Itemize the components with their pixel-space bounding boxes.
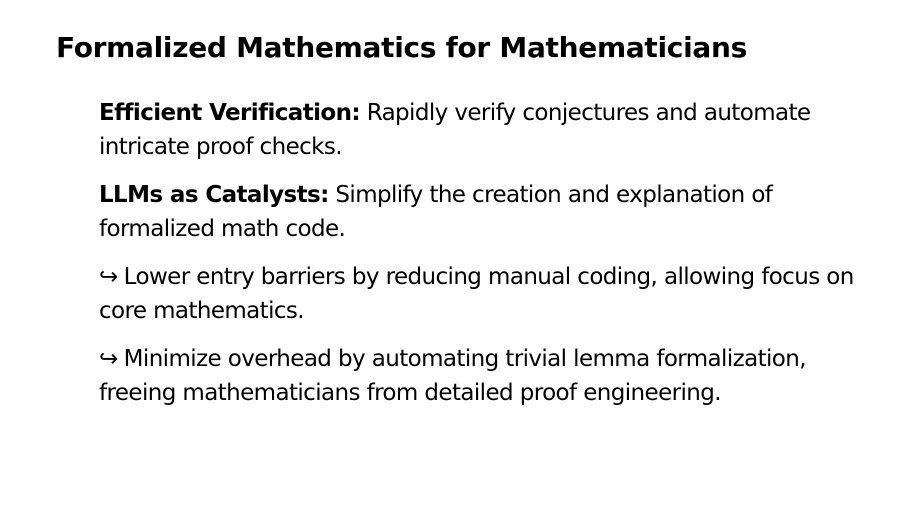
point-term: Efficient Verification: xyxy=(99,100,360,126)
subpoint-minimize-overhead xyxy=(99,342,879,410)
point-efficient-verification xyxy=(99,96,879,164)
point-text: Simplify the creation and explanation of formalized math code. xyxy=(99,182,773,242)
slide-content xyxy=(99,96,879,424)
point-text: Minimize overhead by automating trivial lemma formalization, freeing mathematicians from detailed proof engineering. xyxy=(99,346,806,406)
point-term: LLMs as Catalysts: xyxy=(99,182,329,208)
point-text: Lower entry barriers by reducing manual coding, allowing focus on core mathematics. xyxy=(99,264,854,324)
point-text: Rapidly verify conjectures and automate intricate proof checks. xyxy=(99,100,811,160)
hook-arrow-icon: ↪ xyxy=(99,346,118,372)
slide-title: Formalized Mathematics for Mathematicians xyxy=(56,31,747,64)
hook-arrow-icon: ↪ xyxy=(99,264,118,290)
subpoint-lower-entry-barriers xyxy=(99,260,879,328)
point-llms-as-catalysts xyxy=(99,178,879,246)
